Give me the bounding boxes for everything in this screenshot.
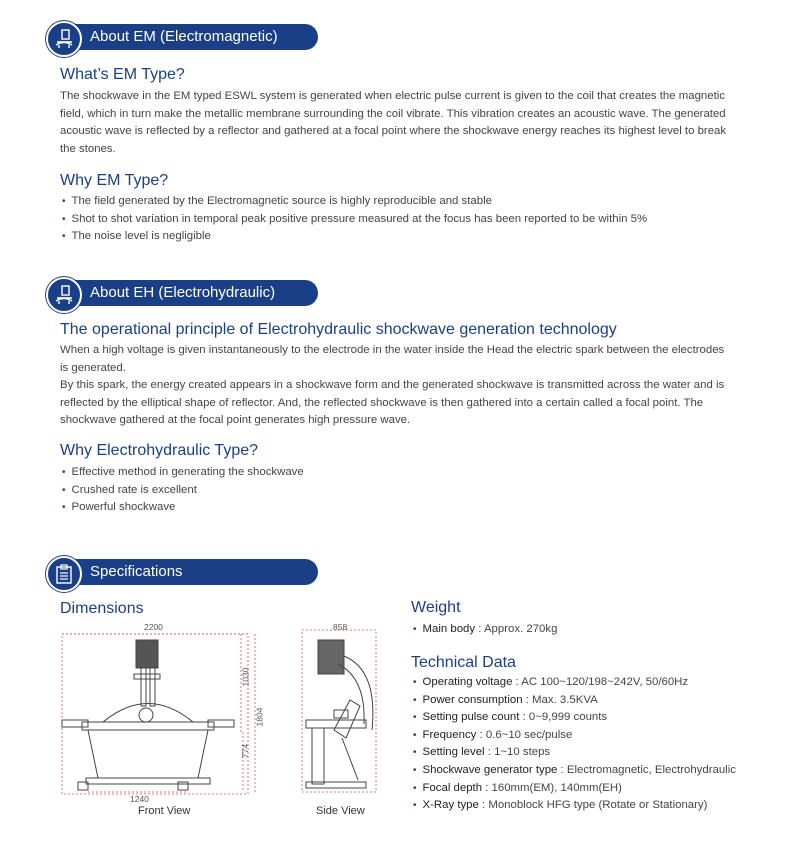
weight-list	[411, 621, 557, 639]
device-icon	[46, 277, 82, 313]
eh-principle-p1: When a high voltage is given instantaneously to the electrode in the water inside the Head the electric spark between the electrodes is generated.	[60, 344, 725, 374]
spec-value: : 160mm(EM), 140mm(EH)	[482, 781, 622, 794]
spec-label: Main body	[422, 623, 476, 635]
front-view-caption: Front View	[138, 805, 191, 817]
spec-value: : Electromagnetic, Electrohydraulic	[557, 763, 736, 776]
front-view-drawing	[58, 620, 278, 800]
specs-banner	[46, 559, 318, 585]
eh-why-title: Why Electrohydraulic Type?	[60, 442, 259, 459]
spec-label: Shockwave generator type	[422, 763, 558, 776]
weight-title: Weight	[411, 599, 461, 616]
list-item	[411, 692, 736, 710]
list-item: • Shot to shot variation in temporal peak positive pressure measured at the focus has been reported to be within 5%	[60, 211, 647, 229]
eh-banner	[46, 280, 318, 306]
eh-principle-title: The operational principle of Electrohydraulic shockwave generation technology	[60, 321, 617, 338]
spec-value: : Max. 3.5KVA	[522, 693, 598, 706]
list-item	[411, 797, 736, 815]
side-view-caption: Side View	[316, 805, 365, 817]
side-view-drawing	[298, 620, 388, 800]
spec-value: : 0.6~10 sec/pulse	[476, 728, 573, 741]
list-item: • The field generated by the Electromagnetic source is highly reproducible and stable	[60, 193, 647, 211]
list-item: • Crushed rate is excellent	[60, 482, 304, 500]
spec-label: Focal depth	[422, 781, 483, 794]
dim-height-2: 1804	[254, 707, 265, 727]
dim-width-bottom: 1240	[130, 794, 149, 804]
list-item: • Effective method in generating the shockwave	[60, 464, 304, 482]
banner-title: Specifications	[90, 563, 183, 580]
list-item	[411, 709, 736, 727]
em-what-text: The shockwave in the EM typed ESWL system is generated when electric pulse current is given to the coil that creates the magnetic field, which in turn make the metallic membrane surrounding the coil vibrate. This vibration creates an acoustic wave. The generated acoustic wave is reflected by a reflector and gathered at a focal point where the shockwave energy reaches its highest level to break the stones.	[60, 90, 727, 155]
em-what-title: What’s EM Type?	[60, 66, 185, 83]
spec-label: Frequency	[422, 728, 477, 741]
spec-label: Setting pulse count	[422, 711, 520, 724]
tech-list	[411, 674, 736, 815]
spec-value: : Monoblock HFG type (Rotate or Stationary)	[478, 799, 708, 812]
spec-label: Operating voltage	[422, 676, 513, 688]
list-item: • The noise level is negligible	[60, 228, 647, 246]
dim-side-width: 858	[333, 622, 348, 632]
spec-value: : 0~9,999 counts	[519, 711, 608, 724]
eh-why-list	[60, 464, 304, 517]
tech-title: Technical Data	[411, 654, 516, 671]
spec-label: Power consumption	[422, 693, 523, 706]
list-item	[411, 762, 736, 780]
list-item	[411, 744, 736, 762]
list-item: • Powerful shockwave	[60, 499, 304, 517]
spec-value: : AC 100~120/198~242V, 50/60Hz	[512, 676, 689, 688]
dimensions-title: Dimensions	[60, 600, 144, 617]
clipboard-icon	[46, 556, 82, 592]
spec-label: Setting level	[422, 746, 485, 759]
spec-label: X-Ray type	[422, 799, 479, 812]
spec-value: : 1~10 steps	[484, 746, 551, 759]
em-why-list	[60, 193, 647, 246]
device-icon	[46, 21, 82, 57]
dim-height-3: 774	[240, 743, 251, 759]
em-banner	[46, 24, 318, 50]
eh-principle-p2: By this spark, the energy created appears in a shockwave form and the generated shockwave is transmitted across the water and is reflected by the elliptical shape of reflector. And, the reflected shockwave is then gathered into a certain called a focal point. The shockwave gathered at the focal point generates high pressure wave.	[60, 379, 725, 427]
list-item	[411, 674, 736, 692]
list-item	[411, 727, 736, 745]
em-why-title: Why EM Type?	[60, 172, 169, 189]
banner-title: About EM (Electromagnetic)	[90, 28, 278, 45]
list-item	[411, 621, 557, 639]
dim-width-top: 2200	[144, 622, 163, 632]
spec-value: : Approx. 270kg	[475, 623, 558, 635]
list-item	[411, 780, 736, 798]
dim-height-1: 1030	[240, 667, 251, 687]
banner-title: About EH (Electrohydraulic)	[90, 284, 276, 301]
